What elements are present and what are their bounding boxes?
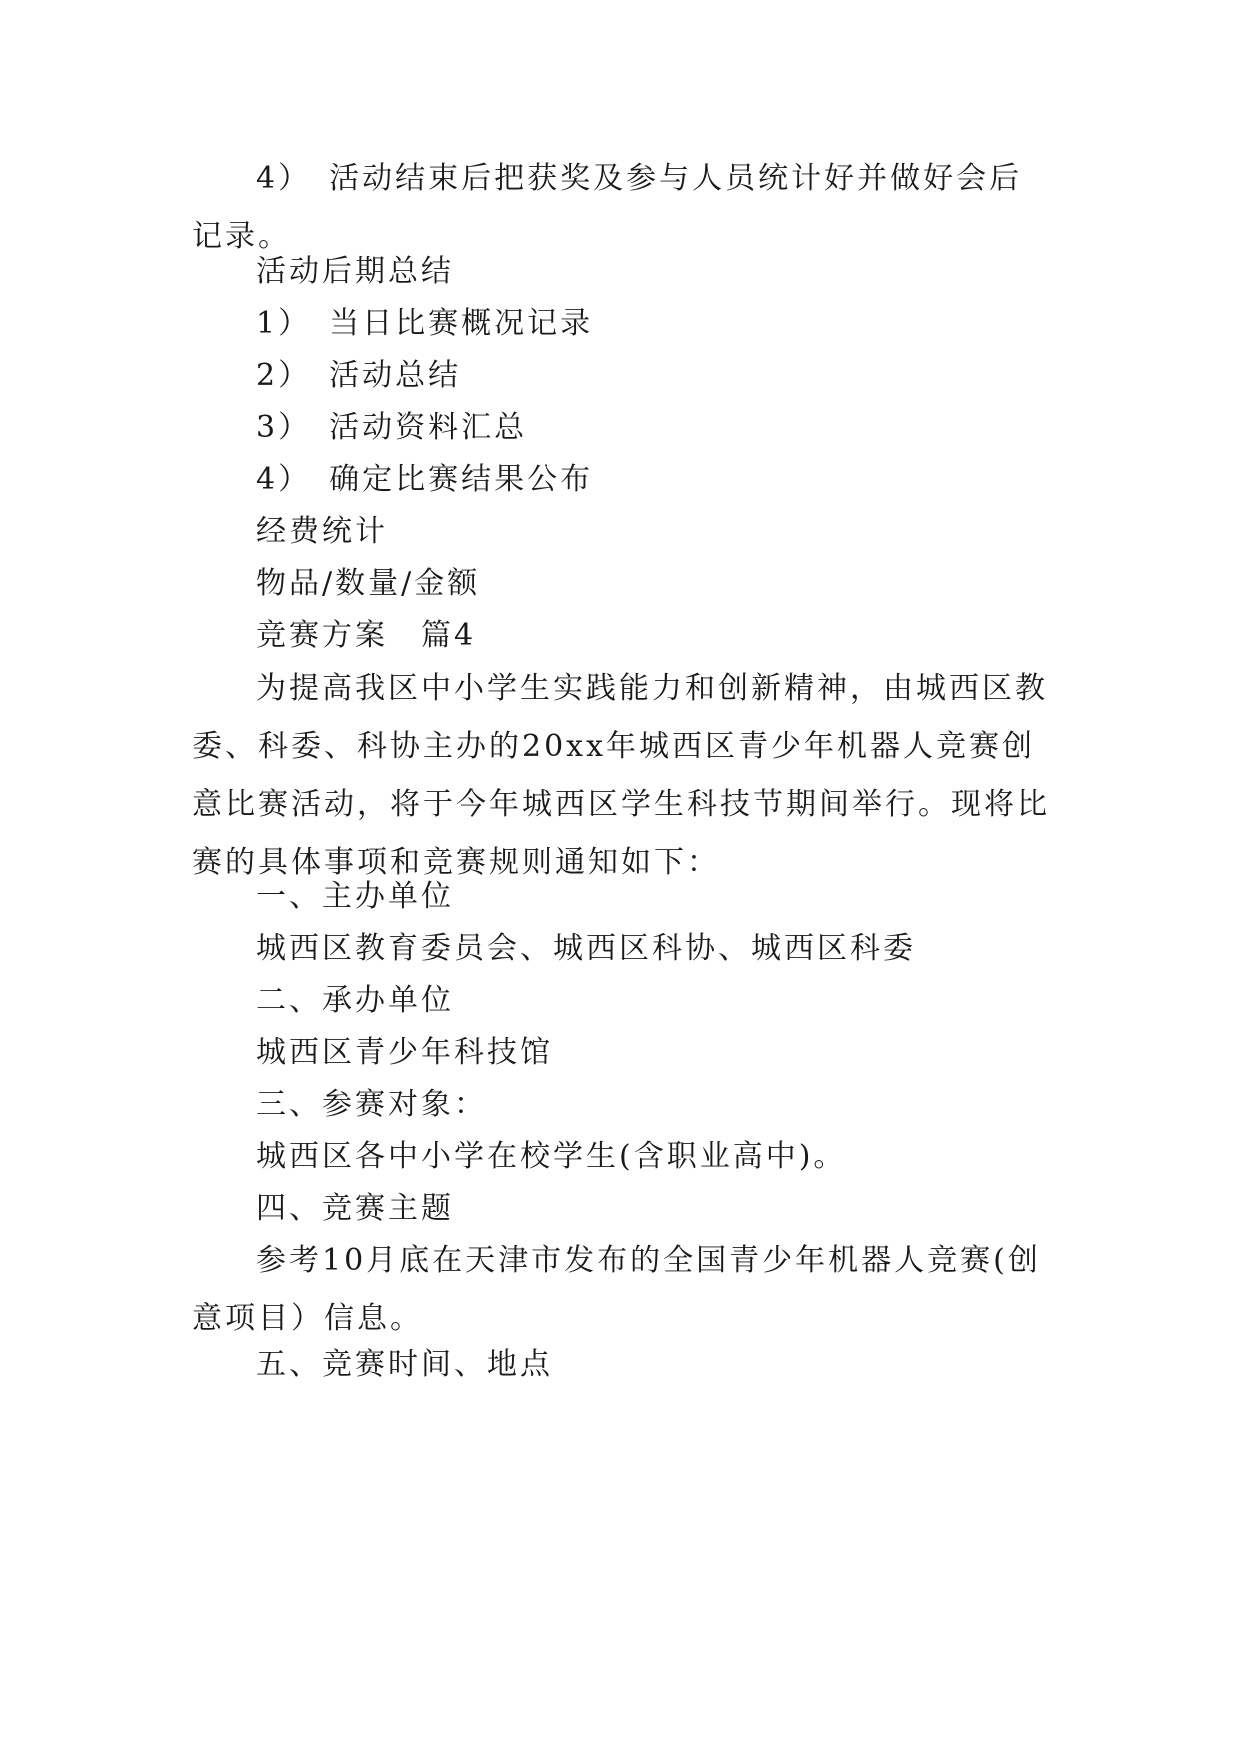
heading-theme: 四、竞赛主题 (256, 1191, 454, 1226)
participants-description: 城西区各中小学在校学生(含职业高中)。 (256, 1139, 847, 1174)
paragraph-awards-record: 4） 活动结束后把获奖及参与人员统计好并做好会后记录。 (192, 161, 1023, 254)
heading-post-activity-summary: 活动后期总结 (256, 254, 454, 289)
list-item-activity-summary: 2） 活动总结 (256, 358, 462, 393)
paragraph-intro: 为提高我区中小学生实践能力和创新精神，由城西区教委、科委、科协主办的20xx年城西区青少年机器人竞赛创意比赛活动，将于今年城西区学生科技节期间举行。现将比赛的具体事项和竞赛规则通知如下： (192, 671, 1050, 880)
heading-time-location: 五、竞赛时间、地点 (256, 1347, 553, 1382)
heading-participants: 三、参赛对象： (256, 1087, 487, 1122)
list-item-materials-summary: 3） 活动资料汇总 (256, 410, 528, 445)
list-item-results-announcement: 4） 确定比赛结果公布 (256, 462, 594, 497)
section-title: 竞赛方案 篇4 (256, 618, 477, 653)
host-name: 城西区青少年科技馆 (256, 1035, 553, 1070)
list-item-daily-record: 1） 当日比赛概况记录 (256, 306, 594, 341)
heading-expense-statistics: 经费统计 (256, 514, 388, 549)
expense-columns: 物品/数量/金额 (256, 566, 481, 601)
organizer-list: 城西区教育委员会、城西区科协、城西区科委 (256, 931, 916, 966)
heading-organizer: 一、主办单位 (256, 879, 454, 914)
theme-description: 参考10月底在天津市发布的全国青少年机器人竞赛(创意项目）信息。 (192, 1243, 1041, 1336)
heading-host: 二、承办单位 (256, 983, 454, 1018)
